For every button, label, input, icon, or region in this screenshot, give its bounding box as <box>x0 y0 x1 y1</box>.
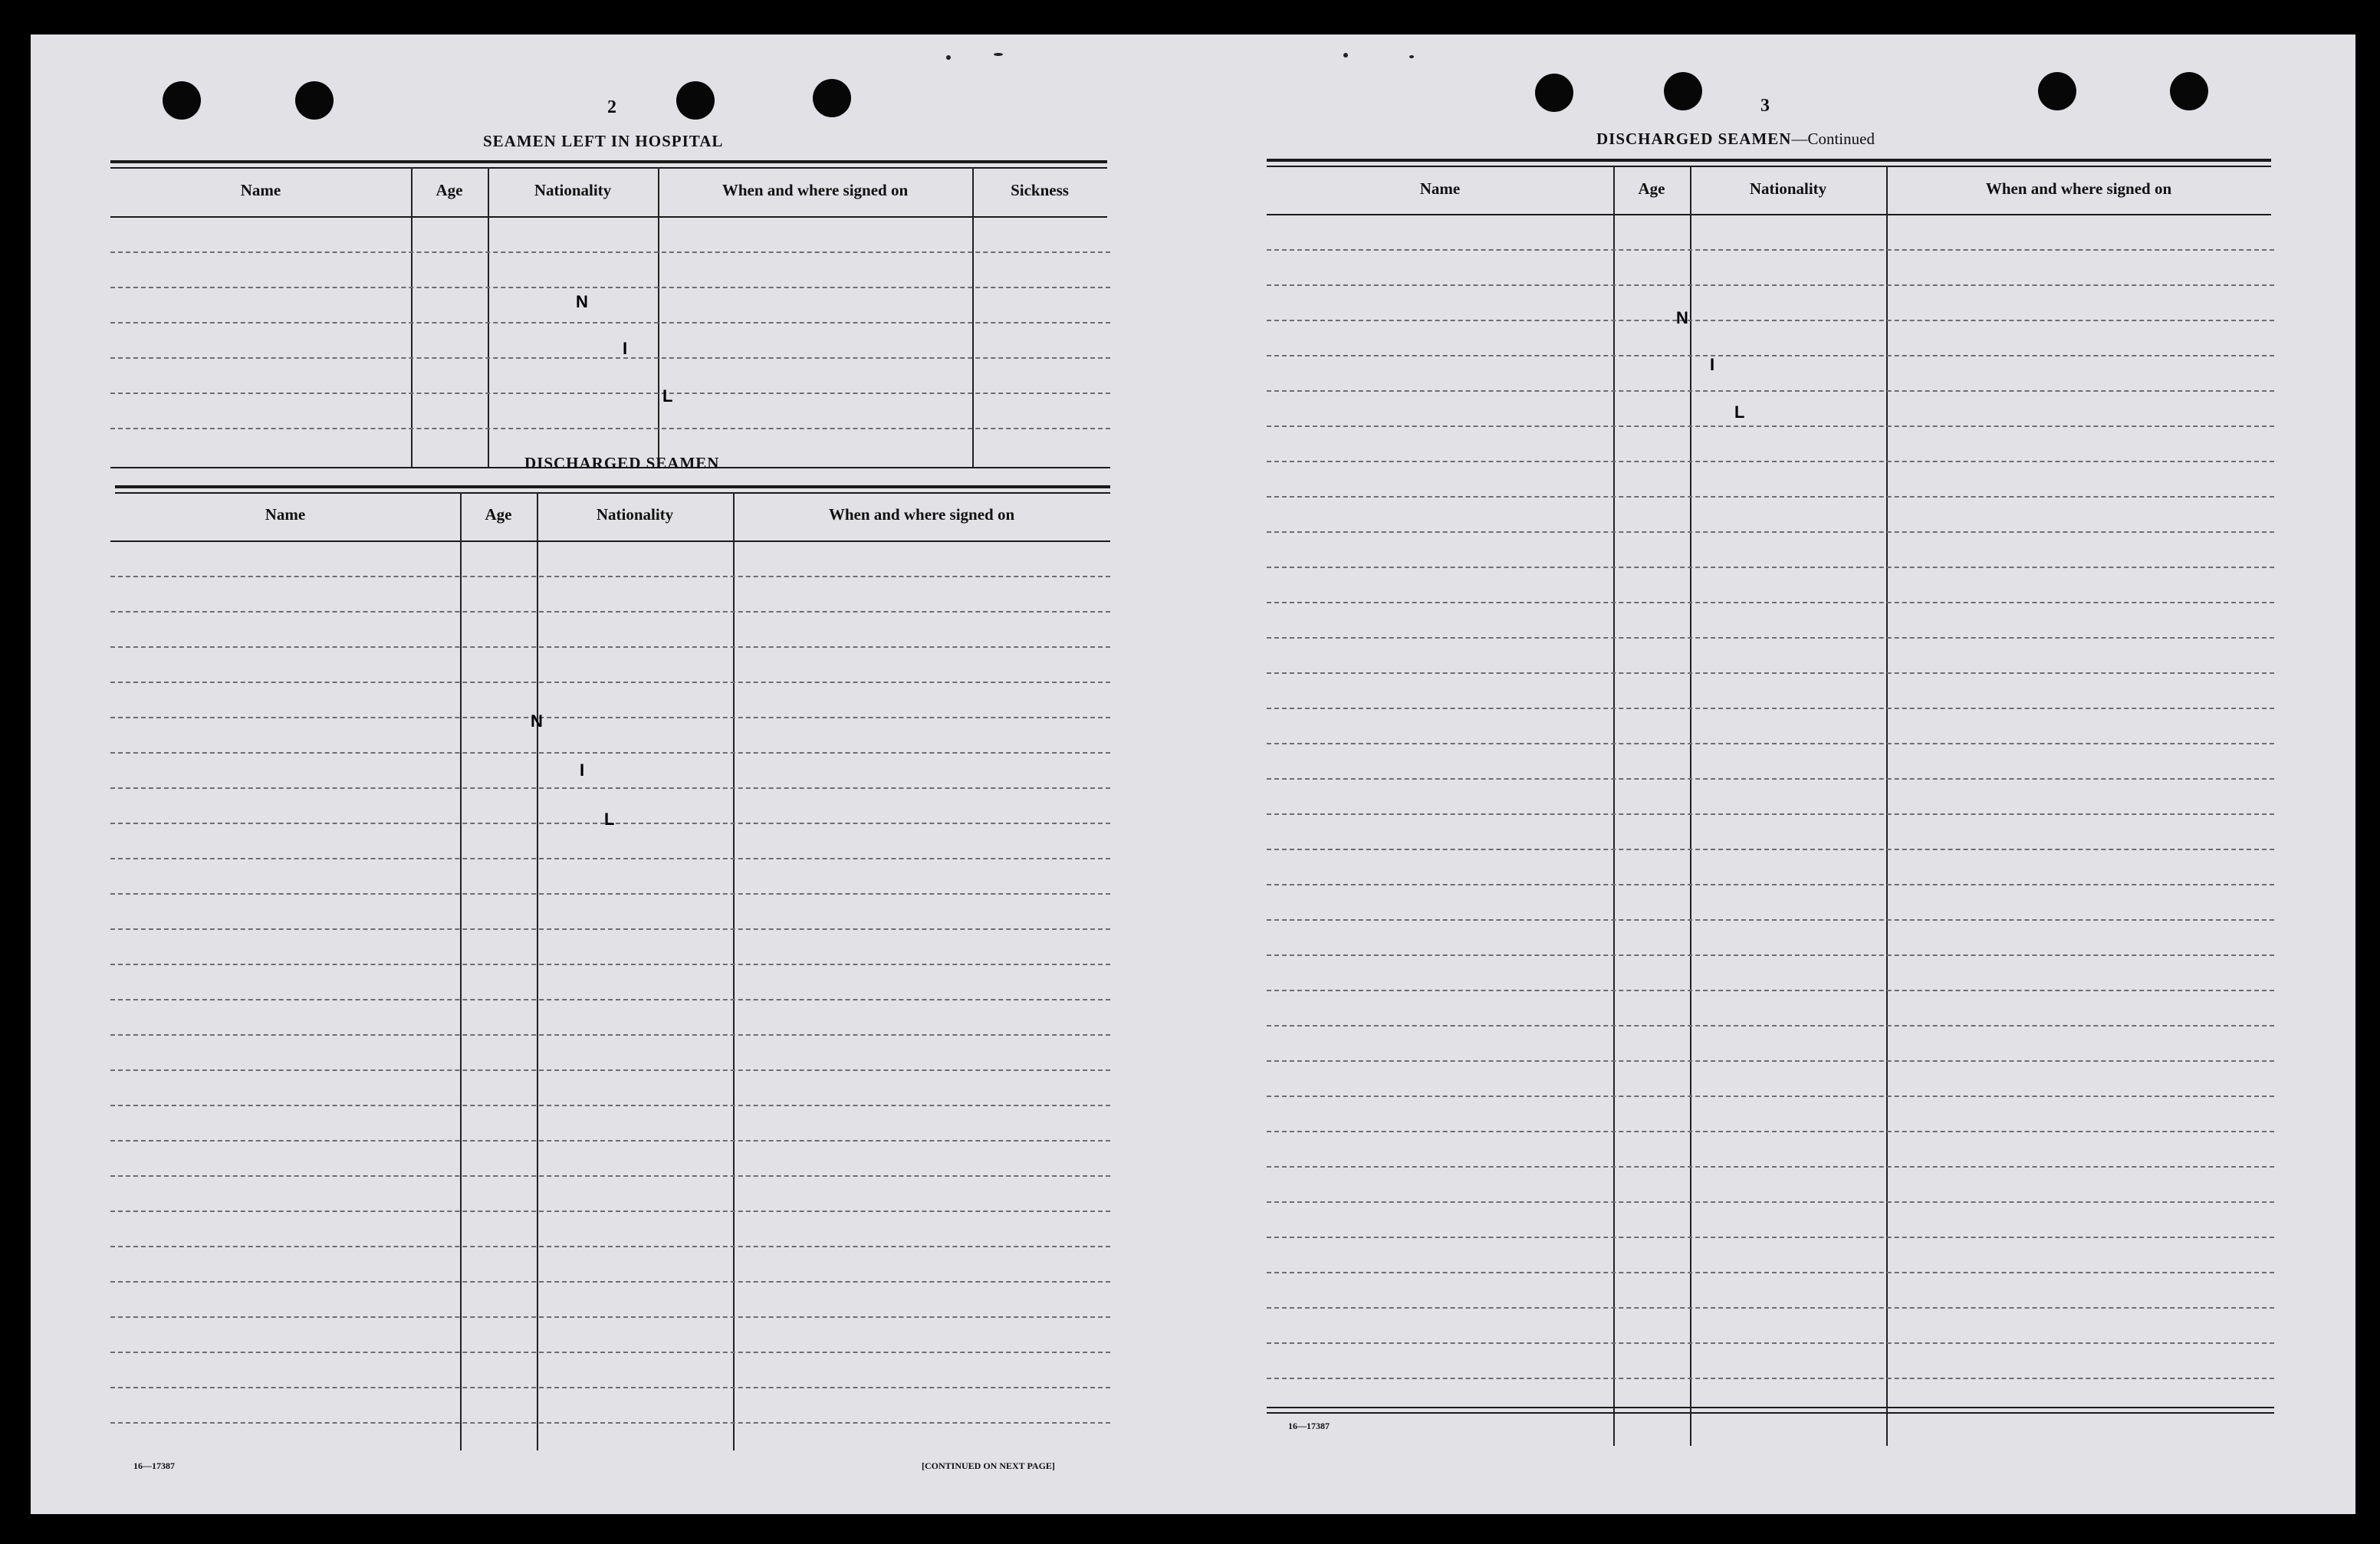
punch-hole <box>1664 72 1702 110</box>
blank-row-line <box>110 1069 1110 1071</box>
form-number: 16—17387 <box>1288 1421 1330 1431</box>
blank-row-line <box>110 1352 1110 1353</box>
blank-row-line <box>110 1246 1110 1247</box>
column-divider <box>1886 166 1888 1446</box>
blank-row-line <box>110 428 1110 429</box>
table-top-rule <box>115 485 1110 488</box>
blank-row-line <box>110 357 1110 359</box>
section-title-discharged-continued <box>1596 130 1875 149</box>
blank-row-line <box>1267 672 2274 674</box>
punch-hole <box>676 81 715 120</box>
blank-row-line <box>110 251 1110 253</box>
column-header-nationality: Nationality <box>534 181 612 199</box>
blank-row-line <box>110 928 1110 930</box>
scan-speck <box>1409 55 1414 58</box>
header-bottom-rule <box>110 540 1110 542</box>
punch-hole <box>295 81 334 120</box>
column-header-age: Age <box>436 181 463 199</box>
nil-mark-letter: I <box>623 339 628 358</box>
column-divider <box>537 492 538 1450</box>
blank-row-line <box>1267 390 2274 392</box>
blank-row-line <box>1267 884 2274 885</box>
column-divider <box>972 167 974 468</box>
blank-row-line <box>110 576 1110 577</box>
blank-row-line <box>1267 355 2274 356</box>
blank-row-line <box>1267 461 2274 462</box>
section-title-text: DISCHARGED SEAMEN <box>1596 130 1792 148</box>
nil-mark-letter: I <box>580 761 585 780</box>
blank-row-line <box>110 1211 1110 1212</box>
blank-row-line <box>110 858 1110 859</box>
column-header-age: Age <box>1638 179 1665 198</box>
form-number: 16—17387 <box>133 1460 175 1471</box>
section-title-hospital: SEAMEN LEFT IN HOSPITAL <box>483 132 724 150</box>
scanned-form-sheet <box>31 34 2355 1514</box>
section-title-suffix: —Continued <box>1791 130 1875 148</box>
table-top-rule <box>1267 166 2271 167</box>
blank-row-line <box>1267 919 2274 921</box>
blank-row-line <box>1267 743 2274 744</box>
column-divider <box>1613 166 1615 1446</box>
blank-row-line <box>110 787 1110 789</box>
blank-row-line <box>1267 531 2274 533</box>
nil-mark-letter: N <box>1676 308 1688 327</box>
blank-row-line <box>110 1281 1110 1283</box>
punch-hole <box>2038 72 2076 110</box>
table-top-rule <box>115 492 1110 494</box>
scan-speck <box>946 55 951 60</box>
column-header-age: Age <box>485 505 512 524</box>
punch-hole <box>1535 74 1573 112</box>
column-header-name: Name <box>1419 179 1461 198</box>
blank-row-line <box>1267 708 2274 709</box>
scan-speck <box>994 53 1003 56</box>
nil-mark-letter: N <box>576 292 588 311</box>
punch-hole <box>813 79 851 117</box>
blank-row-line <box>110 1034 1110 1036</box>
punch-hole <box>2170 72 2208 110</box>
header-bottom-rule <box>1267 214 2271 215</box>
blank-row-line <box>1267 425 2274 427</box>
blank-row-line <box>1267 567 2274 568</box>
continued-note: [CONTINUED ON NEXT PAGE] <box>922 1460 1055 1471</box>
blank-row-line <box>110 752 1110 754</box>
column-divider <box>488 167 489 468</box>
column-header-nationality: Nationality <box>596 505 674 524</box>
table-bottom-rule <box>1267 1407 2274 1408</box>
table-top-rule <box>110 160 1107 163</box>
blank-row-line <box>1267 1201 2274 1203</box>
blank-row-line <box>110 1422 1110 1424</box>
blank-row-line <box>1267 637 2274 639</box>
blank-row-line <box>1267 1272 2274 1273</box>
blank-row-line <box>1267 284 2274 286</box>
page-number: 2 <box>607 97 616 117</box>
column-header-name: Name <box>240 181 281 199</box>
blank-row-line <box>1267 249 2274 251</box>
column-divider <box>460 492 462 1450</box>
blank-row-line <box>1267 1166 2274 1168</box>
blank-row-line <box>110 646 1110 648</box>
blank-row-line <box>1267 496 2274 498</box>
blank-row-line <box>110 682 1110 683</box>
blank-row-line <box>110 964 1110 965</box>
column-header-signed-on: When and where signed on <box>828 505 1015 524</box>
blank-row-line <box>110 1140 1110 1142</box>
blank-row-line <box>1267 1025 2274 1027</box>
blank-row-line <box>1267 320 2274 321</box>
table-top-rule <box>1267 159 2271 162</box>
blank-row-line <box>1267 990 2274 991</box>
blank-row-line <box>110 893 1110 895</box>
blank-row-line <box>110 1316 1110 1318</box>
column-divider <box>658 167 659 468</box>
section-title-discharged: DISCHARGED SEAMEN <box>524 454 720 472</box>
table-top-rule <box>110 167 1107 169</box>
column-header-nationality: Nationality <box>1749 179 1827 198</box>
blank-row-line <box>1267 778 2274 780</box>
blank-row-line <box>1267 813 2274 815</box>
blank-row-line <box>1267 1378 2274 1379</box>
blank-row-line <box>110 611 1110 613</box>
blank-row-line <box>1267 602 2274 603</box>
blank-row-line <box>110 1105 1110 1106</box>
blank-row-line <box>1267 1096 2274 1097</box>
blank-row-line <box>1267 1060 2274 1062</box>
blank-row-line <box>110 999 1110 1000</box>
nil-mark-letter: L <box>662 386 673 406</box>
column-divider <box>733 492 735 1450</box>
scan-speck <box>1343 53 1348 57</box>
blank-row-line <box>1267 1307 2274 1309</box>
blank-row-line <box>1267 954 2274 956</box>
blank-row-line <box>110 717 1110 718</box>
column-header-sickness: Sickness <box>1011 181 1069 199</box>
column-header-signed-on: When and where signed on <box>722 181 909 199</box>
column-header-name: Name <box>265 505 306 524</box>
blank-row-line <box>110 287 1110 288</box>
blank-row-line <box>110 1175 1110 1177</box>
blank-row-line <box>110 393 1110 394</box>
table-bottom-rule <box>1267 1412 2274 1414</box>
punch-hole <box>163 81 201 120</box>
blank-row-line <box>1267 849 2274 850</box>
blank-row-line <box>1267 1342 2274 1344</box>
blank-row-line <box>110 322 1110 324</box>
column-divider <box>1690 166 1691 1446</box>
nil-mark-letter: I <box>1710 355 1715 374</box>
nil-mark-letter: L <box>1734 402 1745 422</box>
blank-row-line <box>1267 1131 2274 1132</box>
nil-mark-letter: N <box>531 711 543 731</box>
blank-row-line <box>1267 1237 2274 1238</box>
nil-mark-letter: L <box>604 810 615 829</box>
blank-row-line <box>110 1387 1110 1388</box>
page-number: 3 <box>1760 96 1770 116</box>
header-bottom-rule <box>110 216 1107 218</box>
column-header-signed-on: When and where signed on <box>1985 179 2172 198</box>
column-divider <box>411 167 413 468</box>
